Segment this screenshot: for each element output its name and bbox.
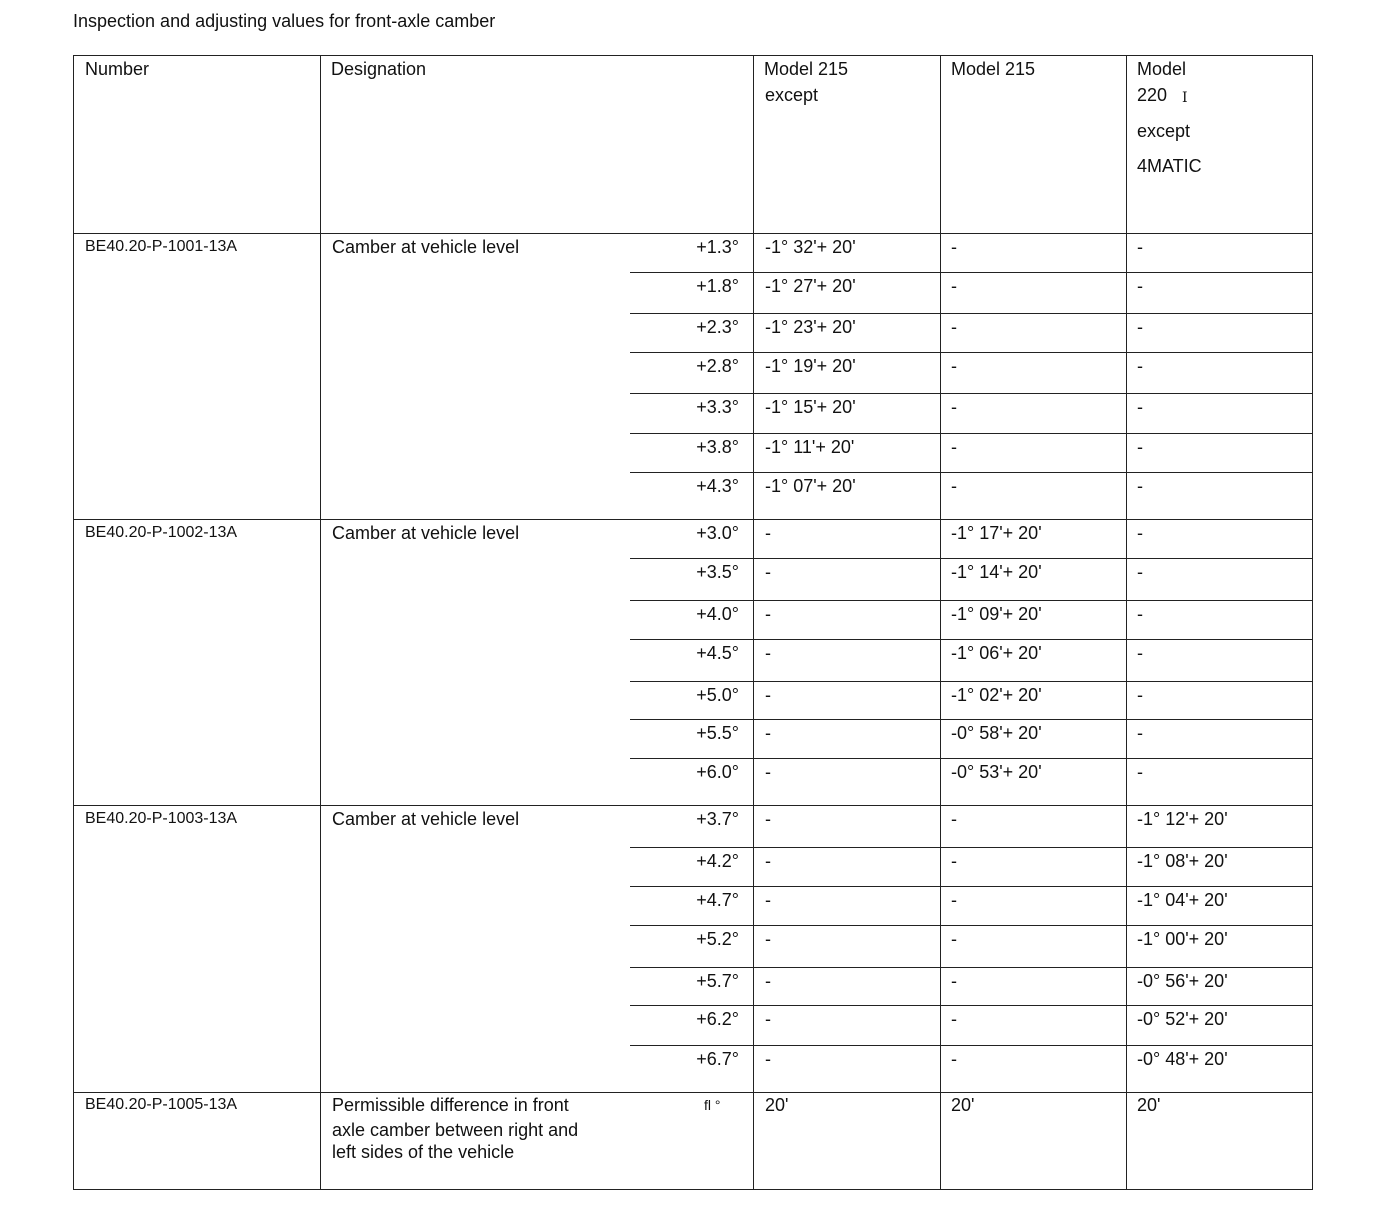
model-220-value: - [1137,723,1143,743]
model-220-value: -0° 56'+ 20' [1137,971,1228,991]
camber-value: +2.3° [696,317,739,337]
sub-row-divider [630,352,1313,353]
group-designation: Camber at vehicle level [332,809,520,829]
model-220-value: - [1137,685,1143,705]
camber-value: +2.8° [696,356,739,376]
table-border-bottom [73,1189,1313,1190]
model-220-value: -1° 00'+ 20' [1137,929,1228,949]
model-220-value: - [1137,643,1143,663]
row-divider [73,805,1313,806]
sub-row-divider [630,925,1313,926]
sub-row-divider [630,1005,1313,1006]
camber-value: +5.0° [696,685,739,705]
model-215-except-value: - [765,723,771,743]
camber-value: +5.5° [696,723,739,743]
camber-value: +6.7° [696,1049,739,1069]
model-215-value: - [951,1009,957,1029]
header-col3-line2: except [765,85,819,105]
model-215-value: - [951,437,957,457]
model-215-except-value: - [765,762,771,782]
last-col3-value: 20' [765,1095,789,1115]
table-border-top [73,55,1313,56]
model-215-except-value: -1° 07'+ 20' [765,476,856,496]
camber-value: +4.5° [696,643,739,663]
model-220-value: - [1137,604,1143,624]
header-col5-line2: 220 [1137,85,1168,105]
model-215-value: - [951,929,957,949]
sub-row-divider [630,558,1313,559]
camber-value: +5.7° [696,971,739,991]
sub-row-divider [630,719,1313,720]
model-220-value: -1° 04'+ 20' [1137,890,1228,910]
last-col4-value: 20' [951,1095,975,1115]
header-number: Number [85,59,150,79]
sub-row-divider [630,886,1313,887]
group-designation: Camber at vehicle level [332,237,520,257]
model-215-value: - [951,237,957,257]
model-215-value: - [951,356,957,376]
sub-row-divider [630,1045,1313,1046]
model-215-value: - [951,317,957,337]
column-divider [753,55,754,1190]
model-220-value: - [1137,562,1143,582]
model-215-except-value: - [765,890,771,910]
last-tolerance: fl ° [704,1097,721,1113]
model-220-value: - [1137,317,1143,337]
column-divider [1312,55,1313,1190]
column-divider [940,55,941,1190]
model-215-value: -1° 06'+ 20' [951,643,1042,663]
model-215-value: -1° 02'+ 20' [951,685,1042,705]
sub-row-divider [630,967,1313,968]
model-215-except-value: - [765,562,771,582]
camber-value: +6.2° [696,1009,739,1029]
model-215-except-value: - [765,851,771,871]
model-215-value: - [951,476,957,496]
group-number: BE40.20-P-1003-13A [85,810,238,827]
camber-value: +4.2° [696,851,739,871]
camber-value: +3.0° [696,523,739,543]
model-215-except-value: - [765,1009,771,1029]
camber-value: +3.8° [696,437,739,457]
model-215-value: -1° 14'+ 20' [951,562,1042,582]
header-col4-line1: Model 215 [951,59,1036,79]
model-220-value: - [1137,356,1143,376]
last-designation-line1: Permissible difference in front [332,1095,569,1115]
model-215-value: - [951,1049,957,1069]
sub-row-divider [630,313,1313,314]
last-col5-value: 20' [1137,1095,1161,1115]
sub-row-divider [630,758,1313,759]
camber-value: +4.0° [696,604,739,624]
page-title: Inspection and adjusting values for front-axle camber [73,11,496,31]
model-215-except-value: -1° 27'+ 20' [765,276,856,296]
group-number: BE40.20-P-1002-13A [85,524,238,541]
sub-row-divider [630,600,1313,601]
model-215-value: - [951,851,957,871]
header-col5-line3: except [1137,121,1191,141]
header-col5-mark: I [1182,90,1188,106]
model-220-value: -0° 52'+ 20' [1137,1009,1228,1029]
camber-value: +1.3° [696,237,739,257]
model-220-value: - [1137,523,1143,543]
row-divider [73,233,1313,234]
last-designation-line2: axle camber between right and [332,1120,579,1140]
column-divider [320,55,321,1190]
model-220-value: - [1137,276,1143,296]
header-col5-line1: Model [1137,59,1187,79]
sub-row-divider [630,393,1313,394]
row-divider [73,1092,1313,1093]
model-215-value: -0° 58'+ 20' [951,723,1042,743]
model-215-except-value: - [765,929,771,949]
sub-row-divider [630,847,1313,848]
model-220-value: - [1137,437,1143,457]
last-designation-line3: left sides of the vehicle [332,1142,515,1162]
row-divider [73,519,1313,520]
camber-value: +5.2° [696,929,739,949]
model-220-value: -1° 08'+ 20' [1137,851,1228,871]
model-215-value: - [951,890,957,910]
camber-value: +3.3° [696,397,739,417]
header-col3-line1: Model 215 [764,59,849,79]
camber-value: +3.5° [696,562,739,582]
group-number: BE40.20-P-1001-13A [85,238,238,255]
model-215-except-value: - [765,1049,771,1069]
camber-value: +1.8° [696,276,739,296]
model-215-except-value: -1° 23'+ 20' [765,317,856,337]
camber-value: +6.0° [696,762,739,782]
model-215-except-value: - [765,643,771,663]
model-215-value: -1° 17'+ 20' [951,523,1042,543]
model-215-except-value: - [765,971,771,991]
model-215-except-value: -1° 15'+ 20' [765,397,856,417]
sub-row-divider [630,639,1313,640]
model-220-value: - [1137,397,1143,417]
column-divider [73,55,74,1190]
model-220-value: - [1137,237,1143,257]
camber-value: +4.3° [696,476,739,496]
model-220-value: -1° 12'+ 20' [1137,809,1228,829]
sub-row-divider [630,272,1313,273]
sub-row-divider [630,681,1313,682]
model-215-except-value: - [765,604,771,624]
header-designation: Designation [331,59,427,79]
model-215-value: - [951,971,957,991]
model-220-value: -0° 48'+ 20' [1137,1049,1228,1069]
model-215-value: - [951,809,957,829]
group-designation: Camber at vehicle level [332,523,520,543]
model-215-except-value: -1° 19'+ 20' [765,356,856,376]
camber-value: +3.7° [696,809,739,829]
column-divider [1126,55,1127,1190]
model-215-value: -1° 09'+ 20' [951,604,1042,624]
sub-row-divider [630,472,1313,473]
model-215-value: - [951,397,957,417]
model-215-except-value: - [765,809,771,829]
model-215-value: - [951,276,957,296]
header-col5-line4: 4MATIC [1137,156,1202,176]
model-215-except-value: -1° 32'+ 20' [765,237,856,257]
model-220-value: - [1137,762,1143,782]
last-number: BE40.20-P-1005-13A [85,1096,238,1113]
model-215-except-value: - [765,523,771,543]
sub-row-divider [630,433,1313,434]
model-215-except-value: - [765,685,771,705]
model-215-except-value: -1° 11'+ 20' [765,437,855,457]
model-220-value: - [1137,476,1143,496]
model-215-value: -0° 53'+ 20' [951,762,1042,782]
camber-value: +4.7° [696,890,739,910]
